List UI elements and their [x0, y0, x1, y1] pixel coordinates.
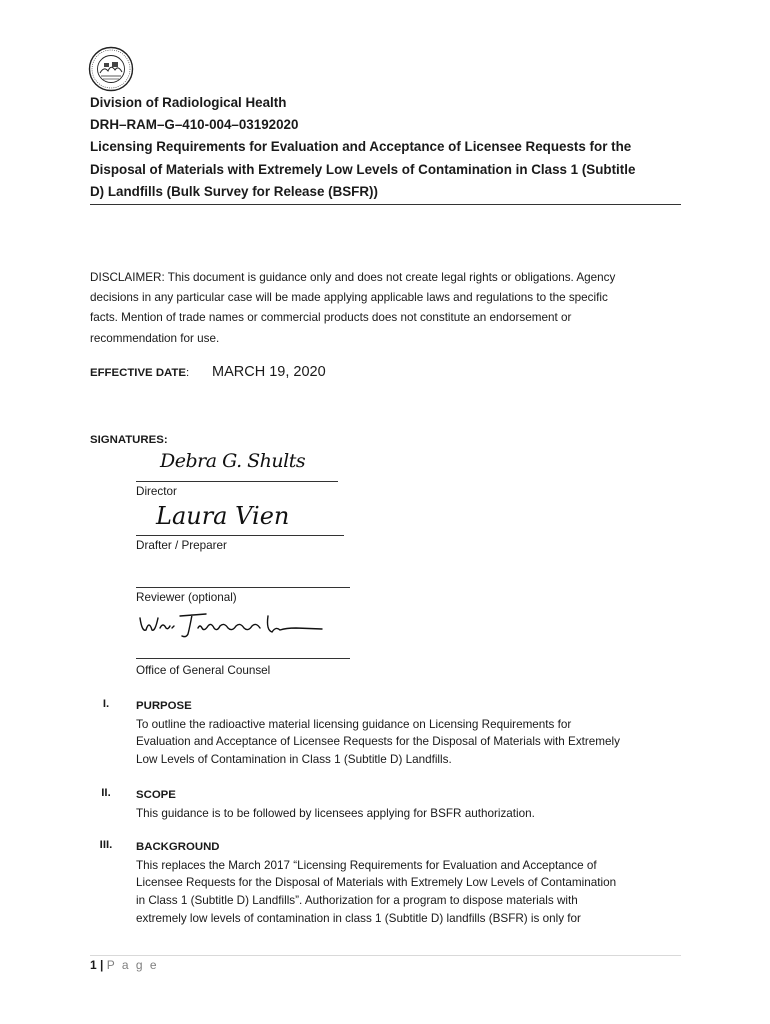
counsel-signature-line: [136, 658, 350, 659]
disclaimer-line: decisions in any particular case will be made applying applicable laws and regulations to the specific: [90, 291, 608, 305]
director-signature-text: Debra G. Shults: [160, 450, 306, 472]
footer-separator: |: [100, 958, 104, 972]
section-text-line: Licensee Requests for the Disposal of Materials with Extremely Low Levels of Contamination: [136, 876, 617, 890]
director-signature-line: [136, 481, 338, 482]
drafter-signature-line: [136, 535, 344, 536]
document-title-line: D) Landfills (Bulk Survey for Release (BSFR)): [90, 183, 378, 199]
section-text-line: Low Levels of Contamination in Class 1 (Subtitle D) Landfills.: [136, 753, 452, 767]
document-title-line: Licensing Requirements for Evaluation and Acceptance of Licensee Requests for the: [90, 139, 632, 155]
footer-divider: [90, 955, 681, 956]
director-role: Director: [136, 485, 177, 498]
signatures-label: SIGNATURES:: [90, 434, 168, 446]
section-text-line: This guidance is to be followed by licensees applying for BSFR authorization.: [136, 806, 535, 820]
page-word: P a g e: [106, 958, 159, 972]
section-title: PURPOSE: [136, 700, 192, 712]
director-signature: [160, 450, 305, 472]
section-text-line: This replaces the March 2017 “Licensing Requirements for Evaluation and Acceptance of: [136, 858, 597, 872]
page-number: 1: [90, 958, 97, 972]
reviewer-role: Reviewer (optional): [136, 591, 237, 604]
section-text-line: in Class 1 (Subtitle D) Landfills”. Authorization for a program to dispose materials with: [136, 894, 578, 908]
drafter-signature-text: Laura Vien: [156, 502, 290, 530]
section-text-line: Evaluation and Acceptance of Licensee Requests for the Disposal of Materials with Extremely: [136, 735, 620, 749]
counsel-role: Office of General Counsel: [136, 664, 271, 677]
division-name: Division of Radiological Health: [90, 95, 287, 110]
drafter-role: Drafter / Preparer: [136, 539, 227, 552]
section-title: SCOPE: [136, 789, 176, 801]
disclaimer-line: DISCLAIMER: This document is guidance only and does not create legal rights or obligations. Agency: [90, 271, 616, 284]
document-title-line: Disposal of Materials with Extremely Low Levels of Contamination in Class 1 (Subtitle: [90, 161, 636, 177]
effective-date-value: MARCH 19, 2020: [212, 364, 326, 380]
section-number: III.: [99, 839, 113, 851]
disclaimer: [90, 268, 690, 349]
section-text-line: extremely low levels of contamination in class 1 (Subtitle D) landfills (BSFR) is only for: [136, 911, 581, 925]
effective-date-label: [90, 367, 189, 379]
document-number: DRH–RAM–G–410-004–03192020: [90, 117, 299, 133]
reviewer-signature-line: [136, 587, 350, 588]
section-number: I.: [102, 698, 110, 710]
disclaimer-line: facts. Mention of trade names or commercial products does not constitute an endorsement or: [90, 311, 572, 325]
state-seal-logo: [88, 46, 134, 92]
effective-date-label-text: EFFECTIVE DATE: [90, 367, 186, 379]
drafter-signature: [156, 502, 289, 530]
section-title: BACKGROUND: [136, 841, 220, 853]
page-footer: [90, 958, 159, 972]
effective-date-colon: :: [185, 367, 190, 379]
section-number: II.: [101, 787, 111, 799]
section-text-line: To outline the radioactive material licensing guidance on Licensing Requirements for: [136, 717, 572, 731]
disclaimer-line: recommendation for use.: [90, 331, 220, 345]
header-divider: [90, 204, 681, 205]
document-header: [90, 92, 690, 203]
counsel-signature: [136, 608, 326, 642]
